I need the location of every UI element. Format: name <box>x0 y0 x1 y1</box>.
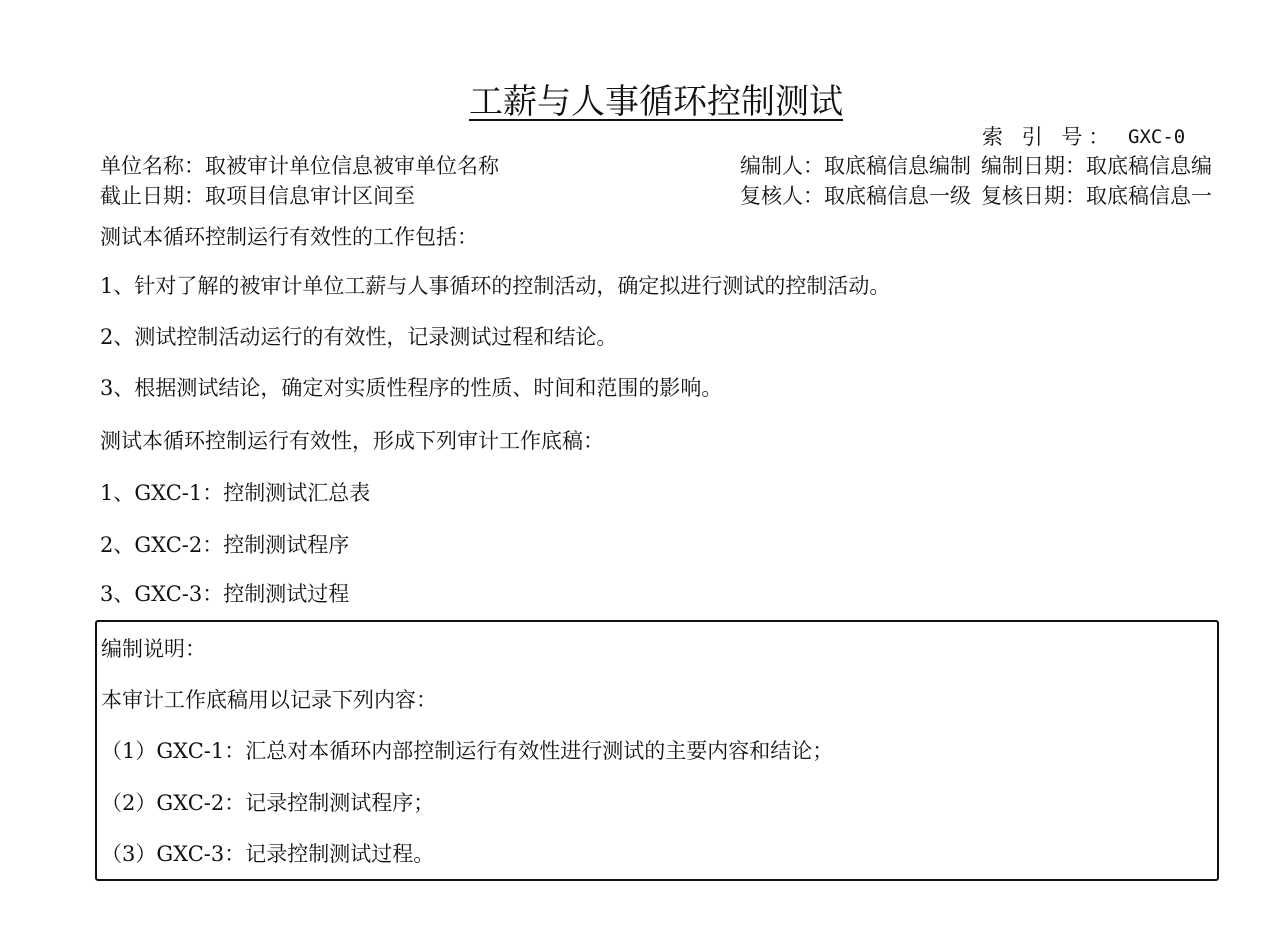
reviewer: 复核人：取底稿信息一级 <box>740 184 971 208</box>
section2-item: 3、GXC-3：控制测试过程 <box>100 582 350 606</box>
section1-item: 1、针对了解的被审计单位工薪与人事循环的控制活动，确定拟进行测试的控制活动。 <box>100 274 891 298</box>
prepare-date: 编制日期：取底稿信息编 <box>981 154 1212 178</box>
index-number-label: 索 引 号： <box>982 125 1116 149</box>
notes-item: （1）GXC-1：汇总对本循环内部控制运行有效性进行测试的主要内容和结论； <box>101 739 834 763</box>
cutoff-date: 截止日期：取项目信息审计区间至 <box>100 184 415 208</box>
notes-item: （3）GXC-3：记录控制测试过程。 <box>101 842 435 866</box>
notes-box <box>95 620 1219 881</box>
section1-item: 3、根据测试结论，确定对实质性程序的性质、时间和范围的影响。 <box>100 376 723 400</box>
document-title: 工薪与人事循环控制测试 <box>469 82 843 122</box>
section1-heading: 测试本循环控制运行有效性的工作包括： <box>100 225 478 249</box>
notes-heading: 编制说明： <box>101 637 206 661</box>
index-number-value: GXC-0 <box>1128 126 1186 148</box>
notes-item: （2）GXC-2：记录控制测试程序； <box>101 791 435 815</box>
section2-heading: 测试本循环控制运行有效性，形成下列审计工作底稿： <box>100 429 604 453</box>
review-date: 复核日期：取底稿信息一 <box>981 184 1212 208</box>
section1-item: 2、测试控制活动运行的有效性，记录测试过程和结论。 <box>100 325 618 349</box>
section2-item: 2、GXC-2：控制测试程序 <box>100 533 350 557</box>
notes-intro: 本审计工作底稿用以记录下列内容： <box>101 688 437 712</box>
preparer: 编制人：取底稿信息编制 <box>740 154 971 178</box>
unit-name: 单位名称：取被审计单位信息被审单位名称 <box>100 154 499 178</box>
section2-item: 1、GXC-1：控制测试汇总表 <box>100 481 371 505</box>
